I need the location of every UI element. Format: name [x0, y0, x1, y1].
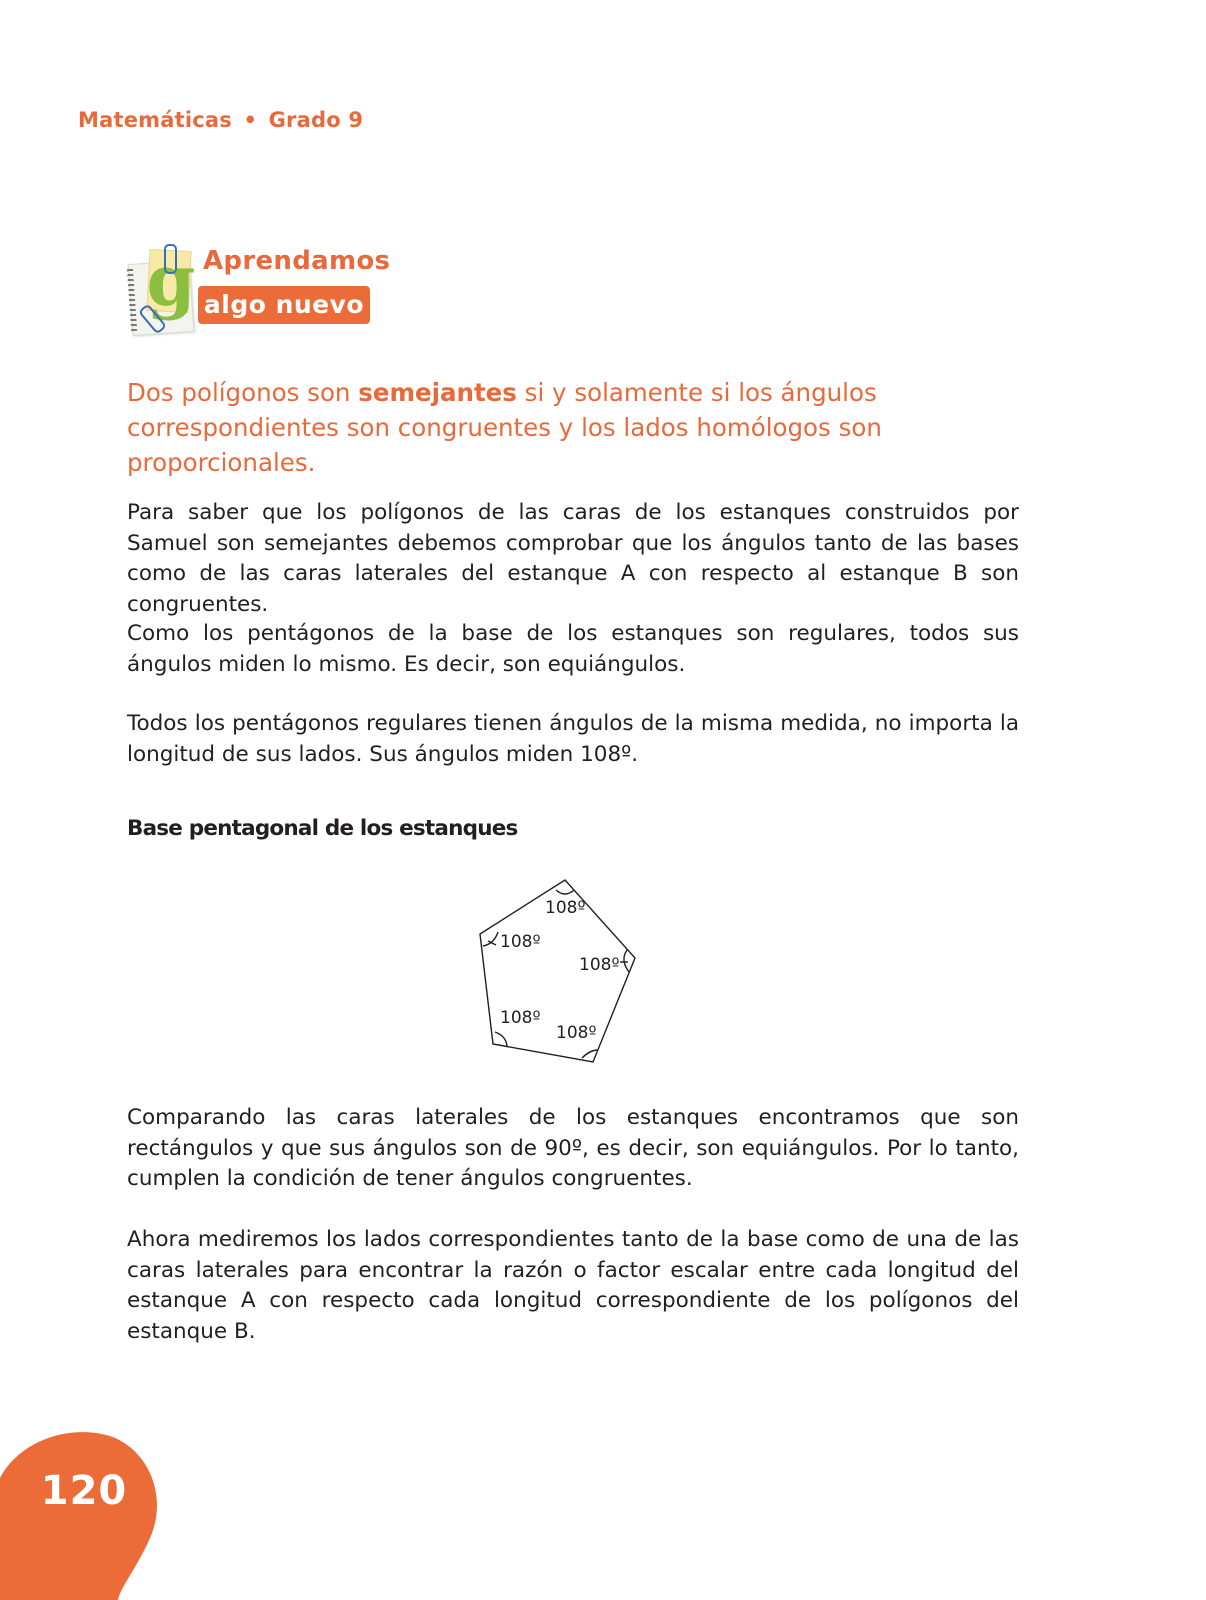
- angle-arc-top: [556, 890, 574, 894]
- notebook-spiral: [127, 269, 137, 331]
- angle-arc-lower-left: [495, 1032, 507, 1046]
- angle-label-lower-left: 108º: [500, 1008, 541, 1028]
- figure-heading: Base pentagonal de los estanques: [127, 816, 518, 841]
- page-number: 120: [40, 1468, 128, 1514]
- paragraph-3: Todos los pentágonos regulares tienen ángulos de la misma medida, no importa la longitud de sus lados. Sus ángulos miden 108º.: [127, 711, 1019, 767]
- running-header: [78, 108, 363, 132]
- paragraph-4: Comparando las caras laterales de los estanques encontramos que son rectángulos y que sus ángulos son de 90º, es decir, son equiángulos. Por lo tanto, cumplen la condición de tener ángulos congruentes.: [127, 1105, 1019, 1191]
- pentagon-figure: [470, 872, 650, 1072]
- angle-arc-upper-left: [483, 932, 498, 946]
- section-subtitle: algo nuevo: [198, 286, 370, 324]
- angle-label-upper-left: 108º: [500, 932, 541, 952]
- section-badge: [128, 239, 391, 342]
- angle-label-right: 108º: [579, 955, 620, 975]
- angle-label-top: 108º: [545, 898, 586, 918]
- paragraph-2: Como los pentágonos de la base de los estanques son regulares, todos sus ángulos miden lo mismo. Es decir, son equiángulos.: [127, 621, 1019, 677]
- grade-label: Grado 9: [268, 108, 364, 132]
- definition-emphasis: semejantes: [358, 378, 517, 407]
- definition-after: si y solamente si los ángulos correspondientes son congruentes y los lados homólogos son proporcionales.: [127, 378, 882, 477]
- badge-letter: g: [146, 239, 196, 322]
- angle-arc-right: [624, 950, 629, 972]
- header-separator: •: [243, 108, 258, 132]
- definition-text: [127, 375, 1027, 480]
- paperclip-icon: [164, 244, 177, 274]
- page-number-blob: [0, 1428, 160, 1600]
- paragraph-1: Para saber que los polígonos de las caras de los estanques construidos por Samuel son semejantes debemos comprobar que los ángulos tanto de las bases como de las caras laterales del estanque A con respecto al estanque B son congruentes.: [127, 500, 1019, 617]
- angle-label-lower-right: 108º: [556, 1023, 597, 1043]
- paragraph-5: Ahora mediremos los lados correspondientes tanto de la base como de una de las caras laterales para encontrar la razón o factor escalar entre cada longitud del estanque A con respecto cada longitud correspondiente de los polígonos del estanque B.: [127, 1227, 1019, 1344]
- section-title: Aprendamos: [203, 246, 391, 276]
- definition-before: Dos polígonos son: [127, 378, 359, 407]
- subject-label: Matemáticas: [78, 108, 232, 132]
